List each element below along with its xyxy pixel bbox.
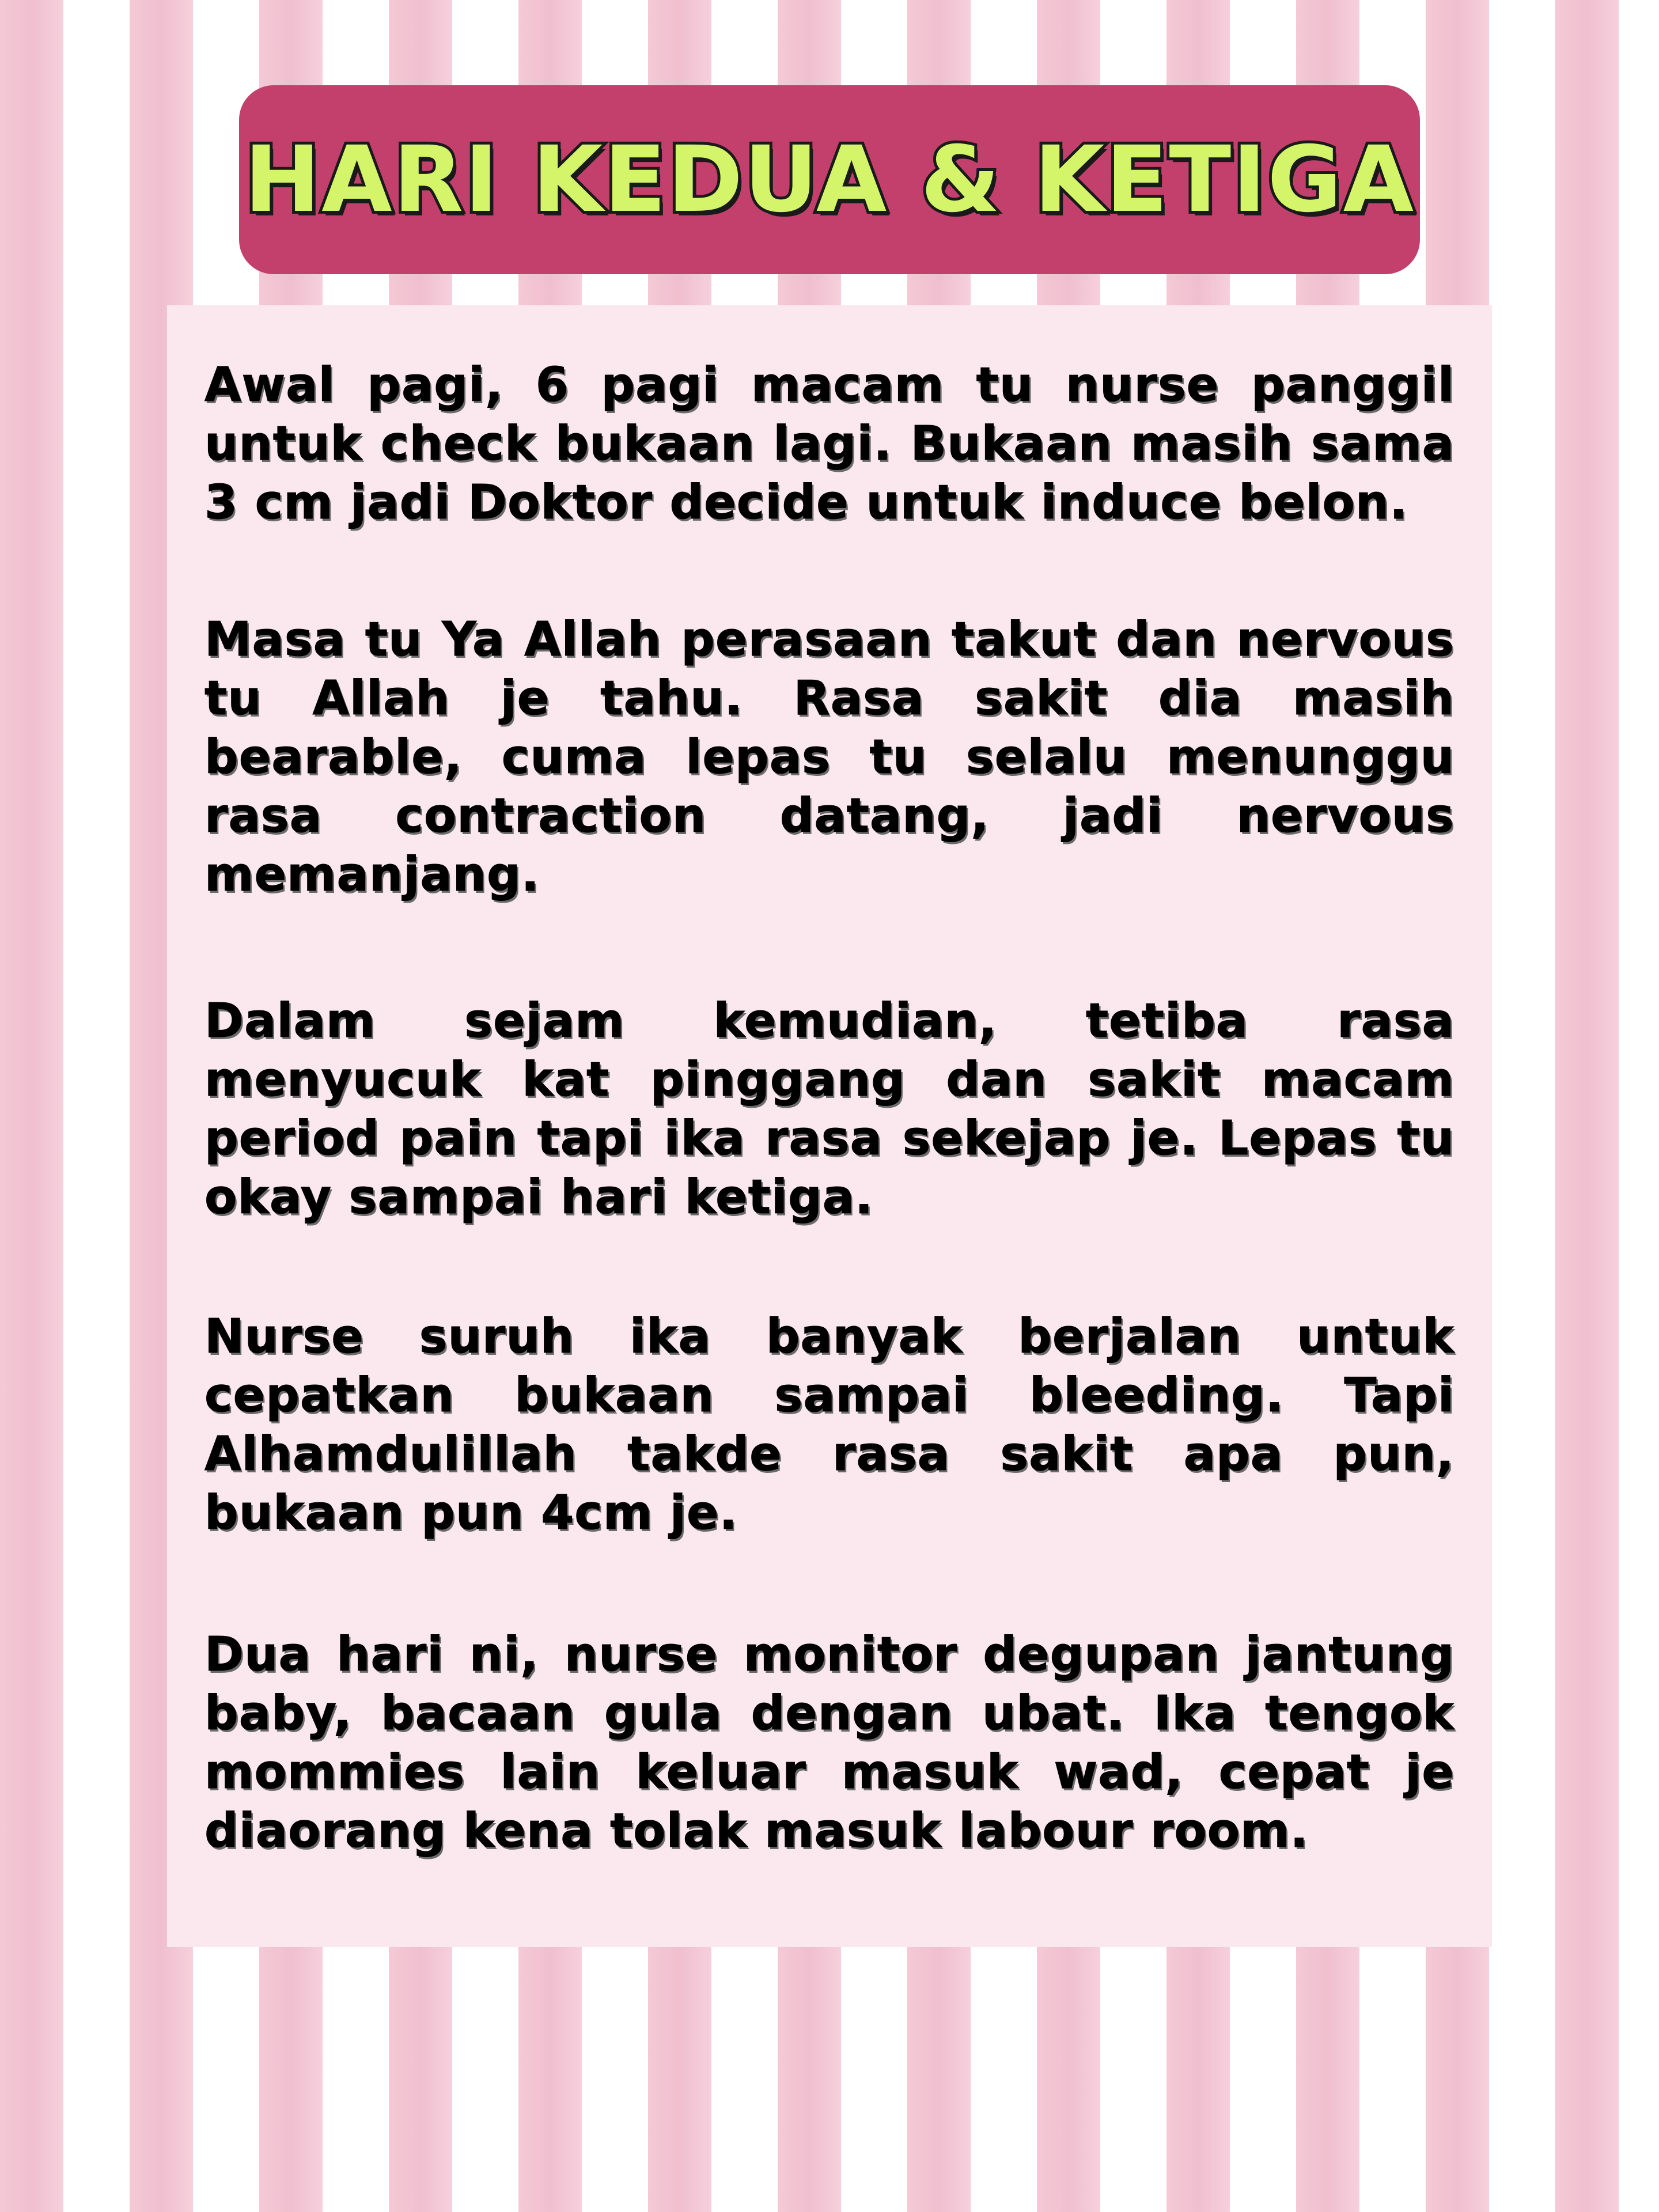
paragraph-1: Awal pagi, 6 pagi macam tu nurse panggil untuk check bukaan lagi. Bukaan masih sama 3 cm jadi Doktor decide untuk induce belon. — [204, 358, 1455, 530]
paragraph-4: Nurse suruh ika banyak berjalan untuk cepatkan bukaan sampai bleeding. Tapi Alhamdulillah takde rasa sakit apa pun, bukaan pun 4cm je. — [204, 1309, 1455, 1540]
paragraph-5: Dua hari ni, nurse monitor degupan jantung baby, bacaan gula dengan ubat. Ika tengok mommies lain keluar masuk wad, cepat je diaorang kena tolak masuk labour room. — [204, 1627, 1455, 1858]
paragraph-2: Masa tu Ya Allah perasaan takut dan nervous tu Allah je tahu. Rasa sakit dia masih bearable, cuma lepas tu selalu menunggu rasa contraction datang, jadi nervous memanjang. — [204, 612, 1455, 902]
page-title: HARI KEDUA & KETIGA — [244, 127, 1415, 233]
title-banner — [239, 85, 1420, 274]
paragraph-3: Dalam sejam kemudian, tetiba rasa menyucuk kat pinggang dan sakit macam period pain tapi ika rasa sekejap je. Lepas tu okay sampai hari ketiga. — [204, 994, 1455, 1225]
